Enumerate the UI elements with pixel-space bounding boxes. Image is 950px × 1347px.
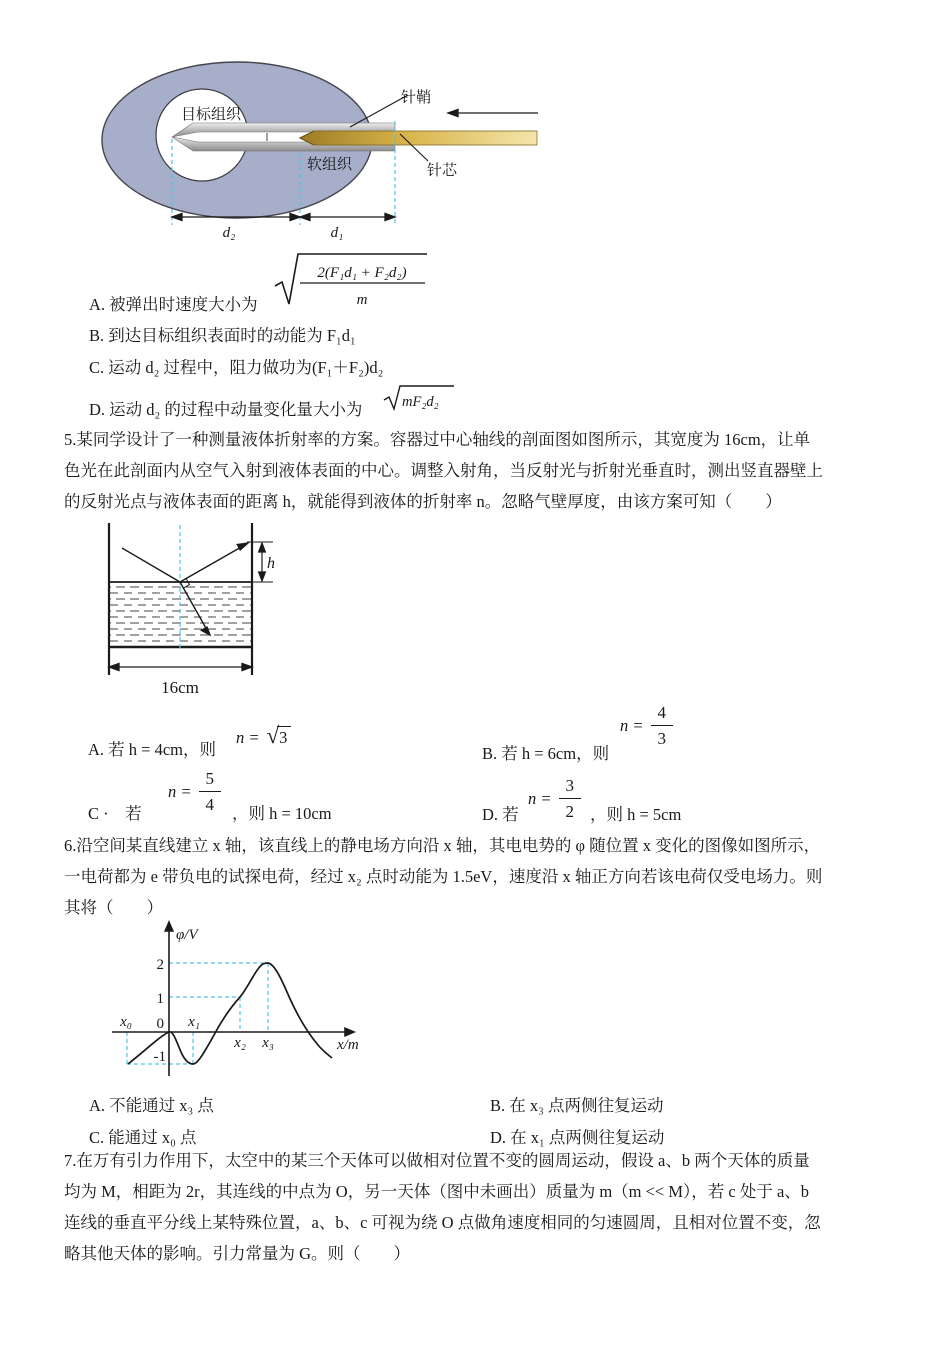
formula-numerator: 2(F₁d₁ + F₂d₂) [317,265,407,281]
needle-core-rod [300,131,537,145]
radicand: 3 [277,726,291,748]
liquid-body [110,583,251,646]
q6-option-b: B. 在 x₃ 点两侧往复运动 [490,1096,664,1115]
y-tick-2: 2 [156,957,164,973]
q7-line-2: 均为 M，相距为 2r，其连线的中点为 O，另一天体（图中未画出）质量为 m（m << M），若 c 处于 a、b [64,1182,810,1201]
q6-line-1: 6.沿空间某直线建立 x 轴，该直线上的静电场方向沿 x 轴，其电电势的 φ 随位置 x 变化的图像如图所示， [64,836,821,855]
q4-option-a: A. 被弹出时速度大小为 [89,295,258,314]
x0-label: x₀ [120,1014,132,1030]
x2-label: x₂ [234,1035,246,1051]
q5-option-d-post: ，则 h = 5cm [590,805,682,824]
width-dimension-arrow [109,663,252,670]
soft-tissue-label: 软组织 [307,157,353,173]
fraction-denominator: 2 [565,802,575,822]
insertion-direction-arrow [448,109,538,116]
q6-question-text [64,830,909,923]
formula-lead: n = [528,788,552,808]
fraction-denominator: 3 [657,729,667,749]
q5-option-c: C · 若 [88,804,142,823]
q4-option-a-formula [272,246,430,308]
q5-option-b-formula [620,702,673,750]
formula-lead: n = [236,727,260,747]
q7-line-4: 略其他天体的影响。引力常量为 G。则（ ） [64,1244,411,1263]
x1-label: x₁ [188,1014,200,1030]
y-tick-neg1: -1 [153,1049,166,1065]
q7-question-text [64,1145,909,1269]
h-dimension-arrow [259,543,266,581]
needle-biopsy-figure [95,55,555,245]
y-tick-1: 1 [156,991,164,1007]
width-label: 16cm [161,678,199,697]
q5-option-d-formula [528,775,581,823]
formula-lead: n = [620,715,644,735]
q4-option-d: D. 运动 d₂ 的过程中动量变化量大小为 [89,400,363,419]
q5-line-2: 色光在此剖面内从空气入射到液体表面的中心。调整入射角，当反射光与折射光垂直时，测出竖直器壁上 [64,461,823,480]
potential-vs-position-graph [100,918,360,1080]
fraction [559,775,582,823]
q7-line-3: 连线的垂直平分线上某特殊位置，a、b、c 可视为绕 O 点做角速度相同的匀速圆周，且相对位置不变，忽 [64,1213,821,1232]
q5-question-text [64,424,909,517]
q5-option-c-post: ，则 h = 10cm [232,804,332,823]
q5-line-3: 的反射光点与液体表面的距离 h，就能得到液体的折射率 n。忽略气壁厚度，由该方案可知（ ） [64,492,782,511]
q6-option-a: A. 不能通过 x₃ 点 [89,1096,214,1115]
q6-line-3: 其将（ ） [64,898,163,917]
q4-option-b: B. 到达目标组织表面时的动能为 F₁d₁ [89,326,356,345]
formula-denominator: m [356,292,368,308]
origin-label: 0 [156,1016,164,1032]
q6-line-2: 一电荷都为 e 带负电的试探电荷，经过 x₂ 点时动能为 1.5eV，速度沿 x 轴正方向若该电荷仅受电场力。则 [64,867,823,886]
axes [112,922,354,1076]
d1-label: d₁ [330,225,344,241]
q6-option-c: C. 能通过 x₀ 点 [89,1128,197,1147]
q5-option-a-formula [236,723,291,749]
target-tissue-label: 目标组织 [181,107,242,123]
h-label: h [267,555,275,572]
fraction [199,768,222,816]
refraction-container-figure [95,518,295,708]
reflected-ray [180,543,248,582]
x-axis-label: x/m [337,1037,359,1053]
q4-option-c: C. 运动 d₂ 过程中，阻力做功为(F₁＋F₂)d₂ [89,358,384,377]
radical-sign: √ [266,723,280,748]
sqrt-expression [266,723,292,749]
fraction-numerator: 3 [559,775,582,799]
q5-option-c-formula [168,768,221,816]
fraction-denominator: 4 [205,795,215,815]
formula-lead: n = [168,781,192,801]
incident-ray [122,548,180,582]
d2-label: d₂ [222,225,236,241]
fraction [651,702,674,750]
core-label: 针芯 [427,163,458,179]
q6-option-d: D. 在 x₁ 点两侧往复运动 [490,1128,665,1147]
q5-option-d: D. 若 [482,805,519,824]
q5-option-b: B. 若 h = 6cm，则 [482,744,610,763]
fraction-numerator: 4 [651,702,674,726]
sheath-label: 针鞘 [401,90,432,106]
y-axis-label: φ/V [176,927,198,943]
x3-label: x₃ [262,1035,274,1051]
q5-line-1: 5.某同学设计了一种测量液体折射率的方案。容器过中心轴线的剖面图如图所示，其宽度为 16cm，让单 [64,430,811,449]
q7-line-1: 7.在万有引力作用下，太空中的某三个天体可以做相对位置不变的圆周运动，假设 a、b 两个天体的质量 [64,1151,810,1170]
formula-radicand: mF₂d₂ [402,394,439,410]
fraction-numerator: 5 [199,768,222,792]
q4-option-d-formula [382,382,456,412]
q5-option-a: A. 若 h = 4cm，则 [88,740,217,759]
